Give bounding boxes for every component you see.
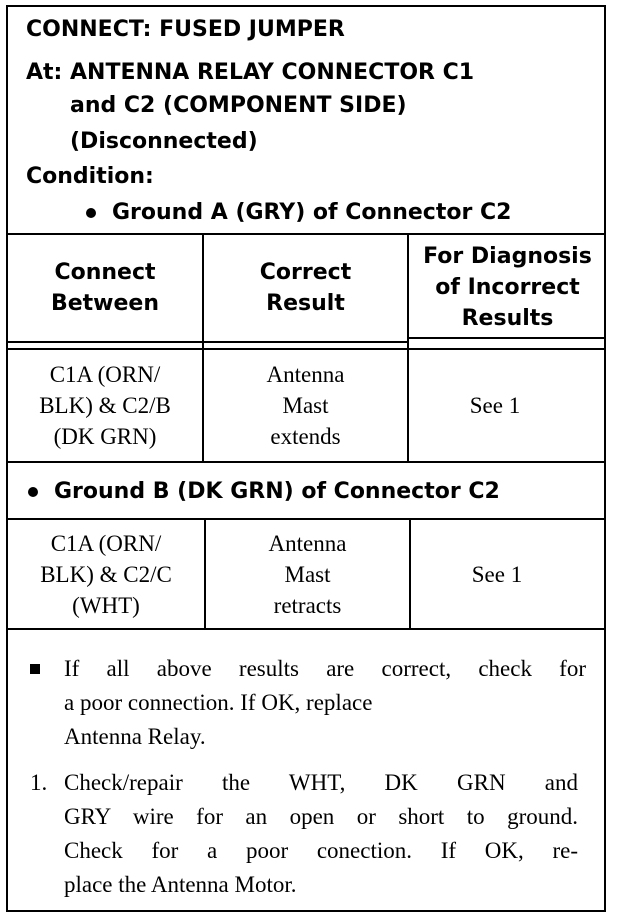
note-number: 1. bbox=[30, 770, 48, 795]
bullet-icon bbox=[28, 487, 38, 497]
cell-text: See 1 bbox=[469, 392, 521, 418]
header-text: Correct bbox=[259, 259, 352, 285]
at-line-1: At: ANTENNA RELAY CONNECTOR C1 bbox=[26, 60, 475, 85]
note-text: Antenna Relay. bbox=[64, 724, 206, 749]
header-text: Results bbox=[461, 306, 554, 331]
column-header-correct-result bbox=[204, 235, 407, 340]
note-1 bbox=[30, 766, 578, 902]
cell-text: Mast bbox=[282, 392, 329, 418]
note-bullet bbox=[30, 652, 586, 754]
header-text: Connect bbox=[54, 259, 156, 285]
divider bbox=[8, 461, 604, 463]
header-text: Between bbox=[50, 290, 160, 316]
at-line-3: (Disconnected) bbox=[70, 129, 258, 154]
divider bbox=[8, 341, 202, 343]
cell-text: (WHT) bbox=[72, 592, 140, 618]
cell-text: retracts bbox=[273, 592, 342, 618]
note-text: Check for a poor conection. If OK, re- bbox=[64, 838, 578, 863]
note-text: place the Antenna Motor. bbox=[64, 872, 297, 897]
row-a-correct-result bbox=[204, 350, 407, 460]
cell-text: Antenna bbox=[266, 361, 345, 387]
note-text: a poor connection. If OK, replace bbox=[64, 690, 373, 715]
at-line-2: and C2 (COMPONENT SIDE) bbox=[70, 93, 407, 118]
row-b-correct-result bbox=[206, 520, 409, 628]
cell-text: Mast bbox=[284, 561, 331, 587]
divider bbox=[8, 628, 604, 630]
row-b-diagnosis bbox=[411, 520, 583, 628]
row-a-connect-between bbox=[8, 350, 202, 460]
cell-text: BLK) & C2/C bbox=[40, 561, 172, 587]
cell-text: C1A (ORN/ bbox=[50, 530, 162, 556]
cell-text: (DK GRN) bbox=[53, 423, 157, 449]
cell-text: C1A (ORN/ bbox=[49, 361, 161, 387]
header-text: Result bbox=[266, 290, 345, 316]
column-header-connect-between bbox=[8, 235, 202, 340]
condition-label: Condition: bbox=[26, 164, 154, 189]
row-b-connect-between bbox=[8, 520, 204, 628]
condition-a-text: Ground A (GRY) of Connector C2 bbox=[112, 200, 512, 225]
bullet-icon bbox=[30, 664, 40, 674]
procedure-chart bbox=[6, 5, 606, 912]
note-text: GRY wire for an open or short to ground. bbox=[64, 804, 578, 829]
condition-b-text: Ground B (DK GRN) of Connector C2 bbox=[54, 479, 500, 504]
divider bbox=[204, 341, 407, 343]
cell-text: See 1 bbox=[471, 561, 523, 587]
note-text: Check/repair the WHT, DK GRN and bbox=[64, 770, 578, 795]
cell-text: Antenna bbox=[268, 530, 347, 556]
condition-a bbox=[86, 200, 511, 225]
header-text: For Diagnosis bbox=[423, 244, 592, 269]
cell-text: BLK) & C2/B bbox=[39, 392, 171, 418]
bullet-icon bbox=[86, 208, 96, 218]
note-text: If all above results are correct, check for bbox=[64, 656, 586, 681]
header-text: of Incorrect bbox=[435, 275, 580, 300]
connect-heading: CONNECT: FUSED JUMPER bbox=[26, 17, 345, 42]
column-header-diagnosis bbox=[409, 235, 606, 340]
row-a-diagnosis bbox=[409, 350, 581, 460]
condition-b bbox=[28, 479, 500, 504]
divider bbox=[409, 337, 606, 339]
cell-text: extends bbox=[270, 423, 341, 449]
